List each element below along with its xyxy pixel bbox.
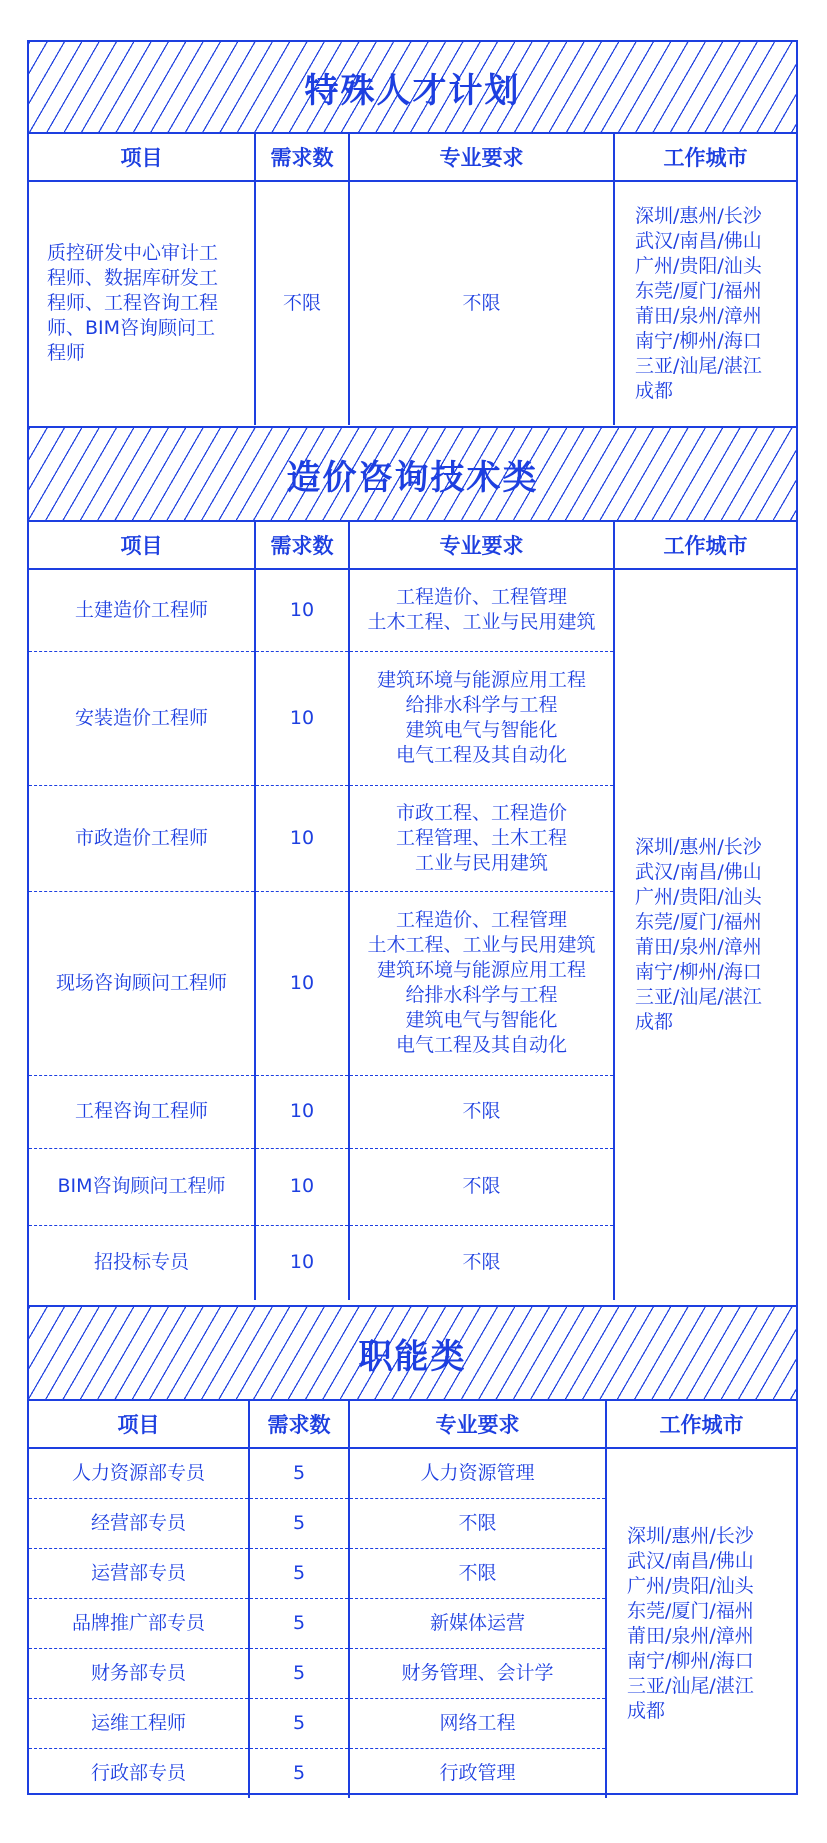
table-row xyxy=(29,569,796,651)
count-cell: 10 xyxy=(255,569,349,651)
table-row xyxy=(29,181,796,425)
cost-consulting-table xyxy=(29,522,796,1300)
major-cell: 网络工程 xyxy=(349,1698,606,1748)
count-cell: 5 xyxy=(249,1448,349,1498)
project-cell: 现场咨询顾问工程师 xyxy=(29,891,255,1075)
header-project: 项目 xyxy=(29,522,255,569)
major-cell: 工程造价、工程管理 土木工程、工业与民用建筑 xyxy=(349,569,614,651)
count-cell: 5 xyxy=(249,1648,349,1698)
header-count: 需求数 xyxy=(249,1401,349,1448)
header-count: 需求数 xyxy=(255,134,349,181)
count-cell: 5 xyxy=(249,1598,349,1648)
major-cell: 建筑环境与能源应用工程 给排水科学与工程 建筑电气与智能化 电气工程及其自动化 xyxy=(349,651,614,785)
project-cell: 财务部专员 xyxy=(29,1648,249,1698)
major-cell: 工程造价、工程管理 土木工程、工业与民用建筑 建筑环境与能源应用工程 给排水科学与工程 建筑电气与智能化 电气工程及其自动化 xyxy=(349,891,614,1075)
project-cell: 人力资源部专员 xyxy=(29,1448,249,1498)
major-cell: 不限 xyxy=(349,1075,614,1148)
special-talent-table xyxy=(29,134,796,425)
city-cell: 深圳/惠州/长沙 武汉/南昌/佛山 广州/贵阳/汕头 东莞/厦门/福州 莆田/泉州/漳州 南宁/柳州/海口 三亚/汕尾/湛江 成都 xyxy=(635,836,762,1033)
section-title: 造价咨询技术类 xyxy=(286,457,539,498)
project-cell: 行政部专员 xyxy=(29,1748,249,1798)
city-cell: 深圳/惠州/长沙 武汉/南昌/佛山 广州/贵阳/汕头 东莞/厦门/福州 莆田/泉州/漳州 南宁/柳州/海口 三亚/汕尾/湛江 成都 xyxy=(627,1524,754,1722)
header-city: 工作城市 xyxy=(614,134,796,181)
city-cell: 深圳/惠州/长沙 武汉/南昌/佛山 广州/贵阳/汕头 东莞/厦门/福州 莆田/泉州/漳州 南宁/柳州/海口 三亚/汕尾/湛江 成都 xyxy=(635,204,762,402)
major-cell: 不限 xyxy=(349,1225,614,1300)
count-cell: 10 xyxy=(255,785,349,891)
count-cell: 10 xyxy=(255,891,349,1075)
count-cell: 5 xyxy=(249,1498,349,1548)
major-cell: 不限 xyxy=(349,1148,614,1225)
major-cell: 财务管理、会计学 xyxy=(349,1648,606,1698)
section-banner-cost-consulting xyxy=(29,426,796,522)
major-cell: 不限 xyxy=(349,1498,606,1548)
project-cell: 质控研发中心审计工 程师、数据库研发工 程师、工程咨询工程 师、BIM咨询顾问工 程师 xyxy=(29,181,255,425)
count-cell: 10 xyxy=(255,1148,349,1225)
project-cell: 运维工程师 xyxy=(29,1698,249,1748)
header-project: 项目 xyxy=(29,134,255,181)
project-cell: 工程咨询工程师 xyxy=(29,1075,255,1148)
project-cell: 市政造价工程师 xyxy=(29,785,255,891)
header-city: 工作城市 xyxy=(606,1401,796,1448)
project-cell: 运营部专员 xyxy=(29,1548,249,1598)
section-banner-special-talent xyxy=(29,42,796,134)
header-project: 项目 xyxy=(29,1401,249,1448)
major-cell: 行政管理 xyxy=(349,1748,606,1798)
project-cell: 土建造价工程师 xyxy=(29,569,255,651)
header-major: 专业要求 xyxy=(349,134,614,181)
table-header-row xyxy=(29,1401,796,1448)
section-title: 职能类 xyxy=(358,1336,467,1377)
project-cell: BIM咨询顾问工程师 xyxy=(29,1148,255,1225)
project-cell: 品牌推广部专员 xyxy=(29,1598,249,1648)
count-cell: 10 xyxy=(255,1075,349,1148)
header-city: 工作城市 xyxy=(614,522,796,569)
section-title: 特殊人才计划 xyxy=(304,70,521,111)
project-cell: 招投标专员 xyxy=(29,1225,255,1300)
count-cell: 5 xyxy=(249,1748,349,1798)
header-major: 专业要求 xyxy=(349,1401,606,1448)
table-header-row xyxy=(29,522,796,569)
major-cell: 市政工程、工程造价 工程管理、土木工程 工业与民用建筑 xyxy=(349,785,614,891)
count-cell: 10 xyxy=(255,1225,349,1300)
table-row xyxy=(29,1448,796,1498)
project-cell: 经营部专员 xyxy=(29,1498,249,1548)
major-cell: 不限 xyxy=(349,1548,606,1598)
major-cell: 不限 xyxy=(349,181,614,425)
count-cell: 5 xyxy=(249,1548,349,1598)
project-cell: 安装造价工程师 xyxy=(29,651,255,785)
major-cell: 人力资源管理 xyxy=(349,1448,606,1498)
functional-table xyxy=(29,1401,796,1798)
major-cell: 新媒体运营 xyxy=(349,1598,606,1648)
section-banner-functional xyxy=(29,1305,796,1401)
count-cell: 不限 xyxy=(255,181,349,425)
count-cell: 10 xyxy=(255,651,349,785)
count-cell: 5 xyxy=(249,1698,349,1748)
header-count: 需求数 xyxy=(255,522,349,569)
table-header-row xyxy=(29,134,796,181)
header-major: 专业要求 xyxy=(349,522,614,569)
